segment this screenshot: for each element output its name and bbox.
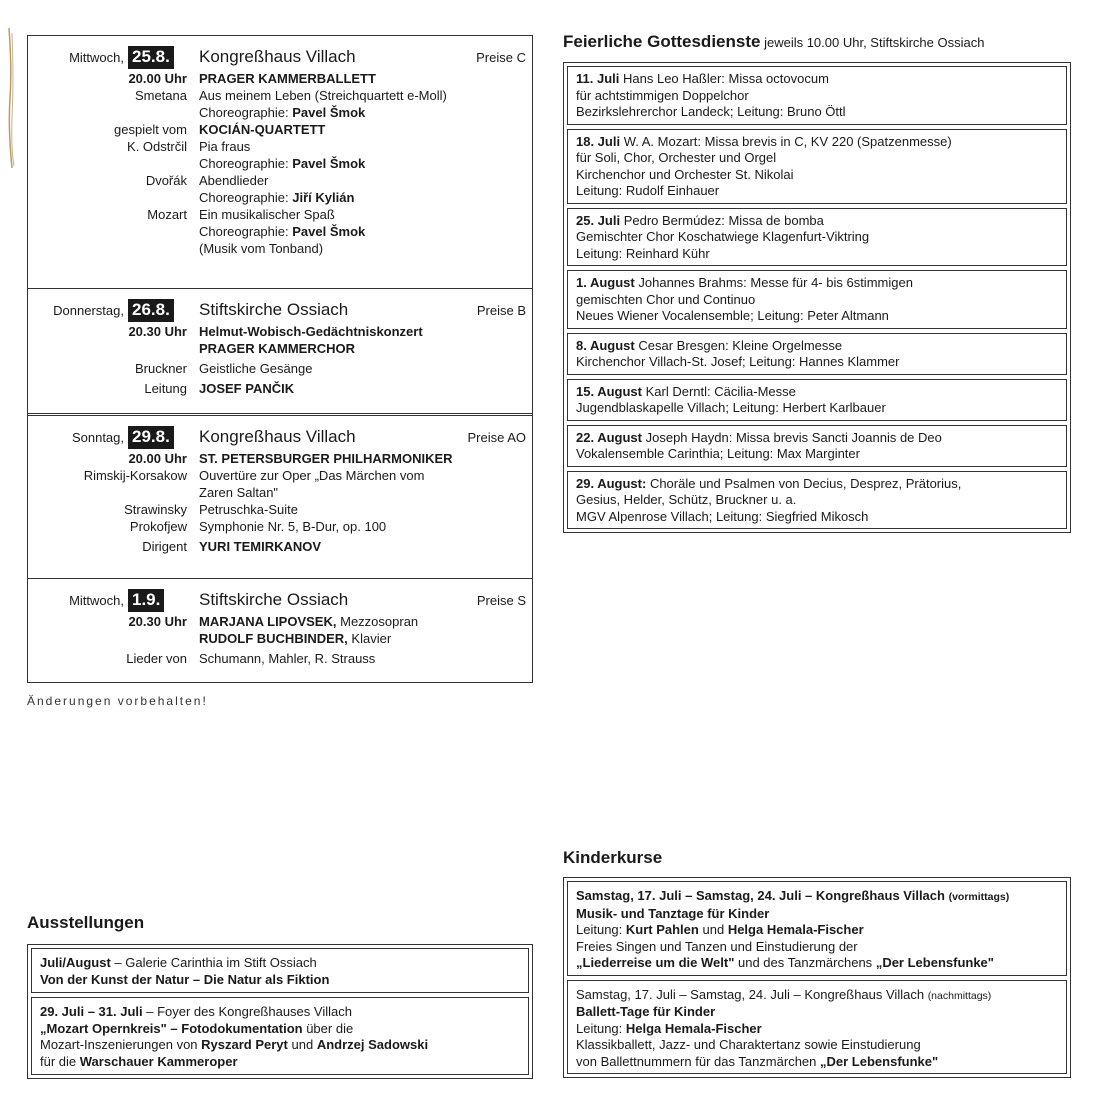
event-weekday: Sonntag, (71, 430, 124, 445)
performer: RUDOLF BUCHBINDER, (199, 631, 348, 646)
service-entry (567, 129, 1067, 204)
exhibition-person: Andrzej Sadowski (316, 1037, 429, 1052)
service-line: Bezirkslehrerchor Landeck; Leitung: Bruno Öttl (576, 104, 846, 119)
exhibition-person: Ryszard Peryt (201, 1037, 288, 1052)
choreographer: Pavel Šmok (292, 105, 366, 120)
service-entry (567, 425, 1067, 467)
course-piece: „Liederreise um die Welt" (576, 955, 735, 970)
exhibition-entry (31, 948, 529, 993)
services-subtitle: jeweils 10.00 Uhr, Stiftskirche Ossiach (764, 35, 985, 50)
exhibitions-heading: Ausstellungen (27, 913, 145, 932)
and-word: und (291, 1037, 314, 1052)
program-row (28, 172, 532, 206)
service-line: Vokalensemble Carinthia; Leitung: Max Marginter (576, 446, 860, 461)
program-row (28, 70, 532, 87)
service-line: Neues Wiener Vocalensemble; Leitung: Peter Altmann (576, 308, 889, 323)
program-row (28, 650, 532, 667)
composer: Bruckner (134, 361, 187, 376)
event-date: 29.8. (128, 426, 174, 449)
work: Aus meinem Leben (Streichquartett e-Moll) (199, 88, 447, 103)
service-date: 29. August: (576, 475, 647, 491)
service-line: Gemischter Chor Koschatwiege Klagenfurt-Viktring (576, 229, 870, 244)
event-venue: Kongreßhaus Villach (199, 47, 356, 66)
performer-role: Klavier (351, 631, 392, 646)
lead-label: Leitung: (576, 1020, 623, 1036)
course-name: Musik- und Tanztage für Kinder (576, 905, 770, 921)
service-entry (567, 333, 1067, 375)
service-line: Kirchenchor und Orchester St. Nikolai (576, 166, 794, 182)
kids-courses-heading: Kinderkurse (563, 848, 663, 867)
choreo-label: Choreographie: (199, 156, 289, 171)
event-time: 20.00 Uhr (128, 451, 187, 466)
composer: Prokofjew (129, 519, 187, 534)
service-line: MGV Alpenrose Villach; Leitung: Siegfried Mikosch (576, 508, 869, 524)
course-entry (567, 881, 1067, 976)
course-name: Ballett-Tage für Kinder (576, 1004, 716, 1019)
service-line: Gesius, Helder, Schütz, Bruckner u. a. (576, 492, 797, 507)
course-piece: „Der Lebensfunke" (820, 1053, 939, 1069)
program-row (28, 87, 532, 121)
event-price: Preise AO (467, 430, 526, 445)
course-desc: und des Tanzmärchens (738, 955, 873, 970)
event-date: 1.9. (128, 589, 164, 612)
course-header: Samstag, 17. Juli – Samstag, 24. Juli – Kongreßhaus Villach (576, 986, 925, 1002)
event-title: ST. PETERSBURGER PHILHARMONIKER (199, 451, 453, 466)
service-date: 22. August (576, 429, 642, 445)
event-date: 26.8. (128, 299, 174, 322)
program-row (28, 121, 532, 138)
binding-thread-mark (6, 28, 16, 168)
course-leader: Helga Hemala-Fischer (625, 1020, 762, 1036)
program-row (28, 206, 532, 257)
performer: KOCIÁN-QUARTETT (199, 122, 326, 137)
kids-courses-box (563, 877, 1071, 1078)
event-weekday: Mittwoch, (69, 593, 124, 608)
service-date: 1. August (576, 275, 635, 290)
program-row (28, 613, 532, 647)
work: Ein musikalischer Spaß (199, 207, 335, 222)
service-line: Leitung: Rudolf Einhauer (576, 183, 720, 198)
event-venue: Kongreßhaus Villach (199, 427, 356, 446)
service-line: Hans Leo Haßler: Missa octovocum (623, 71, 829, 86)
service-line: für achtstimmigen Doppelchor (576, 87, 749, 103)
work: Geistliche Gesänge (199, 361, 313, 376)
program-row (28, 360, 532, 377)
course-desc: von Ballettnummern für das Tanzmärchen (576, 1053, 817, 1069)
course-time: (vormittags) (948, 891, 1010, 903)
work: Symphonie Nr. 5, B-Dur, op. 100 (199, 519, 387, 534)
work: Abendlieder (199, 173, 269, 188)
course-time: (nachmittags) (927, 989, 992, 1002)
composer: Rimskij-Korsakow (83, 468, 187, 483)
event-price: Preise B (476, 303, 526, 318)
exhibition-date: 29. Juli – 31. Juli (40, 1004, 143, 1019)
course-leader: Kurt Pahlen (625, 922, 699, 937)
lead-label: Leitung: (576, 922, 623, 937)
composer: Smetana (134, 88, 187, 103)
program-row (28, 518, 532, 535)
service-line: Choräle und Psalmen von Decius, Desprez, Prätorius, (649, 475, 962, 491)
program-row (28, 501, 532, 518)
event-time: 20.30 Uhr (128, 614, 187, 629)
choreographer: Jiří Kylián (292, 190, 355, 205)
course-desc: Freies Singen und Tanzen und Einstudierung der (576, 938, 858, 954)
choreo-label: Choreographie: (199, 105, 289, 120)
service-line: gemischten Chor und Continuo (576, 291, 756, 307)
event-title: Helmut-Wobisch-Gedächtniskonzert (199, 324, 423, 339)
event-header (28, 426, 532, 450)
performer: JOSEF PANČIK (199, 381, 295, 396)
row-label: Leitung (144, 381, 187, 396)
program-row (28, 538, 532, 555)
program-row (28, 138, 532, 172)
changes-reserved-note: Änderungen vorbehalten! (27, 694, 208, 708)
exhibition-desc: über die (306, 1020, 354, 1036)
program-row (28, 450, 532, 467)
service-entry (567, 379, 1067, 421)
concert-event (28, 416, 532, 579)
service-line: Pedro Bermúdez: Missa de bomba (623, 212, 824, 228)
exhibition-name: Von der Kunst der Natur – Die Natur als Fiktion (40, 971, 330, 987)
service-entry (567, 270, 1067, 329)
event-weekday: Mittwoch, (69, 50, 124, 65)
services-title: Feierliche Gottesdienste (563, 32, 761, 51)
service-line: Kirchenchor Villach-St. Josef; Leitung: Hannes Klammer (576, 354, 900, 369)
choreographer: Pavel Šmok (292, 224, 366, 239)
work: Schumann, Mahler, R. Strauss (199, 651, 376, 666)
row-label: gespielt vom (114, 122, 187, 137)
composer: Dvořák (145, 173, 187, 188)
event-header (28, 589, 532, 613)
exhibition-desc: Mozart-Inszenierungen von (40, 1037, 198, 1052)
work: Pia fraus (199, 139, 251, 154)
row-label: Lieder von (126, 651, 187, 666)
work-cont: Zaren Saltan" (199, 485, 279, 500)
concert-program-box (27, 35, 533, 683)
composer: Mozart (147, 207, 187, 222)
event-time: 20.30 Uhr (128, 324, 187, 339)
choreo-label: Choreographie: (199, 190, 289, 205)
event-price: Preise C (476, 50, 526, 65)
and-word: und (702, 922, 725, 937)
exhibitions-box (27, 944, 533, 1079)
composer: K. Odstrčil (127, 139, 187, 154)
choreographer: Pavel Šmok (292, 156, 366, 171)
exhibition-org: Warschauer Kammeroper (79, 1053, 238, 1069)
concert-event (28, 289, 532, 416)
event-date: 25.8. (128, 46, 174, 69)
event-time: 20.00 Uhr (128, 71, 187, 86)
service-entry (567, 471, 1067, 530)
program-row (28, 467, 532, 501)
event-title: PRAGER KAMMERBALLETT (199, 71, 376, 86)
event-price: Preise S (476, 593, 526, 608)
service-line: Cesar Bresgen: Kleine Orgelmesse (638, 337, 843, 353)
event-header (28, 299, 532, 323)
service-date: 25. Juli (576, 212, 621, 228)
work: Ouvertüre zur Oper „Das Märchen vom (199, 468, 425, 483)
program-row (28, 323, 532, 357)
exhibition-place: – Foyer des Kongreßhauses Villach (146, 1004, 352, 1019)
event-weekday: Donnerstag, (53, 303, 124, 318)
composer: Strawinsky (124, 502, 187, 517)
service-date: 8. August (576, 337, 635, 353)
work-note: (Musik vom Tonband) (199, 241, 324, 256)
exhibition-entry (31, 997, 529, 1075)
program-row (28, 380, 532, 397)
performer: YURI TEMIRKANOV (199, 539, 322, 554)
work: Petruschka-Suite (199, 502, 298, 517)
service-line: Johannes Brahms: Messe für 4- bis 6stimmigen (638, 275, 913, 290)
service-date: 11. Juli (576, 71, 620, 86)
choreo-label: Choreographie: (199, 224, 289, 239)
course-entry (567, 980, 1067, 1075)
service-line: Leitung: Reinhard Kühr (576, 245, 710, 261)
performer-role: Mezzosopran (340, 614, 419, 629)
course-header: Samstag, 17. Juli – Samstag, 24. Juli – Kongreßhaus Villach (576, 888, 945, 903)
service-date: 15. August (576, 383, 642, 399)
row-label: Dirigent (142, 539, 187, 554)
service-line: Karl Derntl: Cäcilia-Messe (645, 383, 796, 399)
course-piece: „Der Lebensfunke" (875, 955, 994, 970)
service-line: für Soli, Chor, Orchester und Orgel (576, 150, 777, 165)
service-line: W. A. Mozart: Missa brevis in C, KV 220 (Spatzenmesse) (623, 133, 952, 149)
service-entry (567, 66, 1067, 125)
concert-event (28, 36, 532, 289)
concert-event (28, 579, 532, 682)
exhibition-date: Juli/August (40, 955, 111, 970)
exhibition-desc: für die (40, 1053, 77, 1069)
service-line: Jugendblaskapelle Villach; Leitung: Herbert Karlbauer (576, 400, 886, 415)
service-line: Joseph Haydn: Missa brevis Sancti Joannis de Deo (645, 429, 942, 445)
event-header (28, 46, 532, 70)
event-subtitle: PRAGER KAMMERCHOR (199, 341, 355, 356)
course-desc: Klassikballett, Jazz- und Charaktertanz sowie Einstudierung (576, 1037, 921, 1052)
services-heading (563, 32, 984, 52)
services-box (563, 62, 1071, 533)
service-entry (567, 208, 1067, 267)
event-venue: Stiftskirche Ossiach (199, 300, 349, 319)
service-date: 18. Juli (576, 133, 621, 149)
event-venue: Stiftskirche Ossiach (199, 590, 349, 609)
exhibition-place: – Galerie Carinthia im Stift Ossiach (114, 955, 317, 970)
performer: MARJANA LIPOVSEK, (199, 614, 337, 629)
exhibition-name: „Mozart Opernkreis" – Fotodokumentation (40, 1020, 303, 1036)
course-leader: Helga Hemala-Fischer (727, 922, 864, 937)
